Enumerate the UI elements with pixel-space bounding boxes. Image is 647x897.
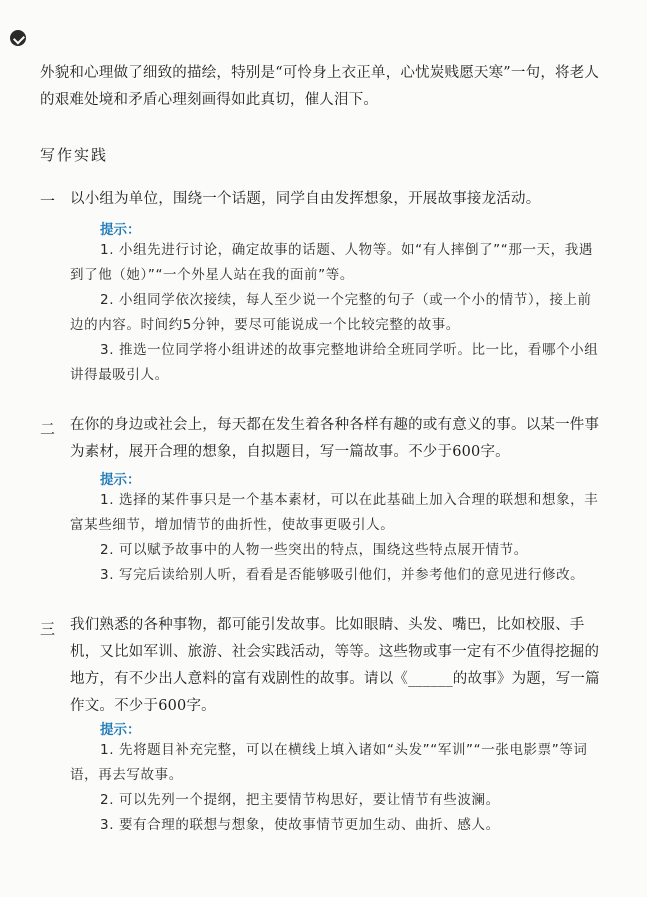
hint-item: 2. 可以赋予故事中的人物一些突出的特点，围绕这些特点展开情节。 (100, 542, 528, 558)
task-text: 在你的身边或社会上，每天都在发生着各种各样有趣的或有意义的事。以某一件事为素材，展开合理的想象，自拟题目，写一篇故事。不少于600字。 (70, 417, 600, 460)
hint-item: 1. 选择的某件事只是一个基本素材，可以在此基础上加入合理的联想和想象，丰富某些细节，增加情节的曲折性，使故事更吸引人。 (70, 492, 599, 533)
hint-item: 1. 小组先进行讨论，确定故事的话题、人物等。如“有人摔倒了”“那一天，我遇到了他（她）”“一个外星人站在我的面前”等。 (70, 242, 593, 283)
hint-item: 2. 可以先列一个提纲，把主要情节构思好，要让情节有些波澜。 (100, 792, 500, 808)
checkmark-icon (10, 30, 26, 46)
task-text: 以小组为单位，围绕一个话题，同学自由发挥想象，开展故事接龙活动。 (70, 191, 541, 207)
task-number: 一 (40, 192, 56, 210)
intro-paragraph: 外貌和心理做了细致的描绘，特别是“可怜身上衣正单，心忧炭贱愿天寒”一句，将老人的艰难处境和矛盾心理刻画得如此真切，催人泪下。 (40, 65, 600, 108)
hint-label: 提示： (100, 472, 141, 488)
hint-item: 2. 小组同学依次接续，每人至少说一个完整的句子（或一个小的情节），接上前边的内容。时间约5分钟，要尽可能说成一个比较完整的故事。 (70, 292, 592, 333)
task-number: 三 (40, 620, 56, 638)
hint-item: 1. 先将题目补充完整，可以在横线上填入诸如“头发”“军训”“一张电影票”等词语，再去写故事。 (70, 742, 588, 783)
hint-item: 3. 要有合理的联想与想象，使故事情节更加生动、曲折、感人。 (100, 817, 500, 833)
hint-item: 3. 推选一位同学将小组讲述的故事完整地讲给全班同学听。比一比，看哪个小组讲得最吸引人。 (70, 342, 599, 383)
hint-label: 提示： (100, 222, 141, 238)
hint-label: 提示： (100, 722, 141, 738)
section-title: 写作实践 (40, 146, 109, 164)
task-number: 二 (40, 420, 56, 438)
task-text: 我们熟悉的各种事物，都可能引发故事。比如眼睛、头发、嘴巴，比如校服、手机，又比如军训、旅游、社会实践活动，等等。这些物或事一定有不少值得挖掘的地方，有不少出人意料的富有戏剧性的故事。请以《______的故事》为题，写一篇作文。不少于600字。 (70, 617, 600, 714)
hint-item: 3. 写完后读给别人听，看看是否能够吸引他们，并参考他们的意见进行修改。 (100, 567, 585, 583)
